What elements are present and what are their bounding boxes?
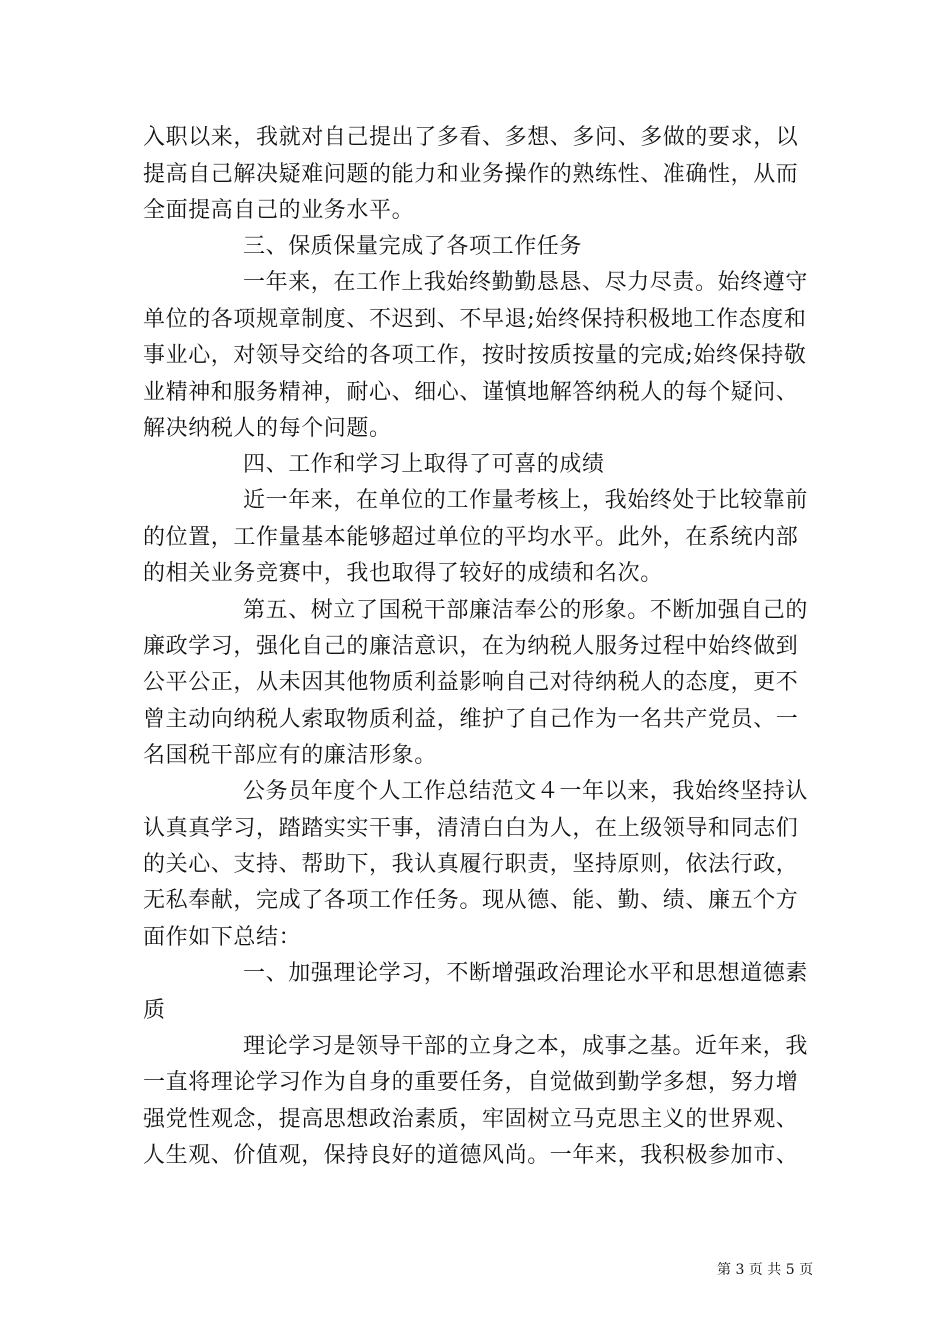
text-line: 业精神和服务精神，耐心、细心、谨慎地解答纳税人的每个疑问、 [143,380,799,405]
text-line: 近一年来，在单位的工作量考核上，我始终处于比较靠前 [243,488,809,513]
text-line: 人生观、价值观，保持良好的道德风尚。一年来，我积极参加市、 [143,1143,799,1168]
section-heading: 四、工作和学习上取得了可喜的成绩 [243,452,605,477]
text-line: 第五、树立了国税干部廉洁奉公的形象。不断加强自己的 [243,598,809,623]
text-line: 的位置，工作量基本能够超过单位的平均水平。此外，在系统内部 [143,525,799,550]
text-line: 名国税干部应有的廉洁形象。 [143,743,437,768]
text-line: 事业心，对领导交给的各项工作，按时按质按量的完成;始终保持敬 [143,343,807,368]
text-line: 认真真学习，踏踏实实干事，清清白白为人，在上级领导和同志们 [143,816,799,841]
section-heading: 三、保质保量完成了各项工作任务 [243,234,583,259]
text-line: 无私奉献，完成了各项工作任务。现从德、能、勤、绩、廉五个方 [143,888,799,913]
text-line: 解决纳税人的每个问题。 [143,416,392,441]
text-line: 强党性观念，提高思想政治素质，牢固树立马克思主义的世界观、 [143,1107,799,1132]
section-heading: 一、加强理论学习，不断增强政治理论水平和思想道德素 [243,961,809,986]
text-line: 全面提高自己的业务水平。 [143,198,415,223]
text-line: 一年来，在工作上我始终勤勤恳恳、尽力尽责。始终遵守 [243,270,809,295]
text-line: 曾主动向纳税人索取物质利益，维护了自己作为一名共产党员、一 [143,707,799,732]
text-line: 一直将理论学习作为自身的重要任务，自觉做到勤学多想，努力增 [143,1070,799,1095]
text-line: 的关心、支持、帮助下，我认真履行职责，坚持原则，依法行政， [143,852,799,877]
page-number: 第 3 页 共 5 页 [717,1262,814,1278]
text-line: 面作如下总结： [143,925,302,950]
text-line: 的相关业务竞赛中，我也取得了较好的成绩和名次。 [143,561,663,586]
text-line: 理论学习是领导干部的立身之本，成事之基。近年来，我 [243,1034,809,1059]
text-line: 单位的各项规章制度、不迟到、不早退;始终保持积极地工作态度和 [143,307,807,332]
text-line: 质 [143,998,166,1023]
text-line: 公务员年度个人工作总结范文４一年以来，我始终坚持认 [243,779,809,804]
text-line: 廉政学习，强化自己的廉洁意识，在为纳税人服务过程中始终做到 [143,634,799,659]
text-line: 公平公正，从未因其他物质利益影响自己对待纳税人的态度，更不 [143,670,799,695]
text-line: 提高自己解决疑难问题的能力和业务操作的熟练性、准确性，从而 [143,162,799,187]
text-line: 入职以来，我就对自己提出了多看、多想、多问、多做的要求，以 [143,125,799,150]
